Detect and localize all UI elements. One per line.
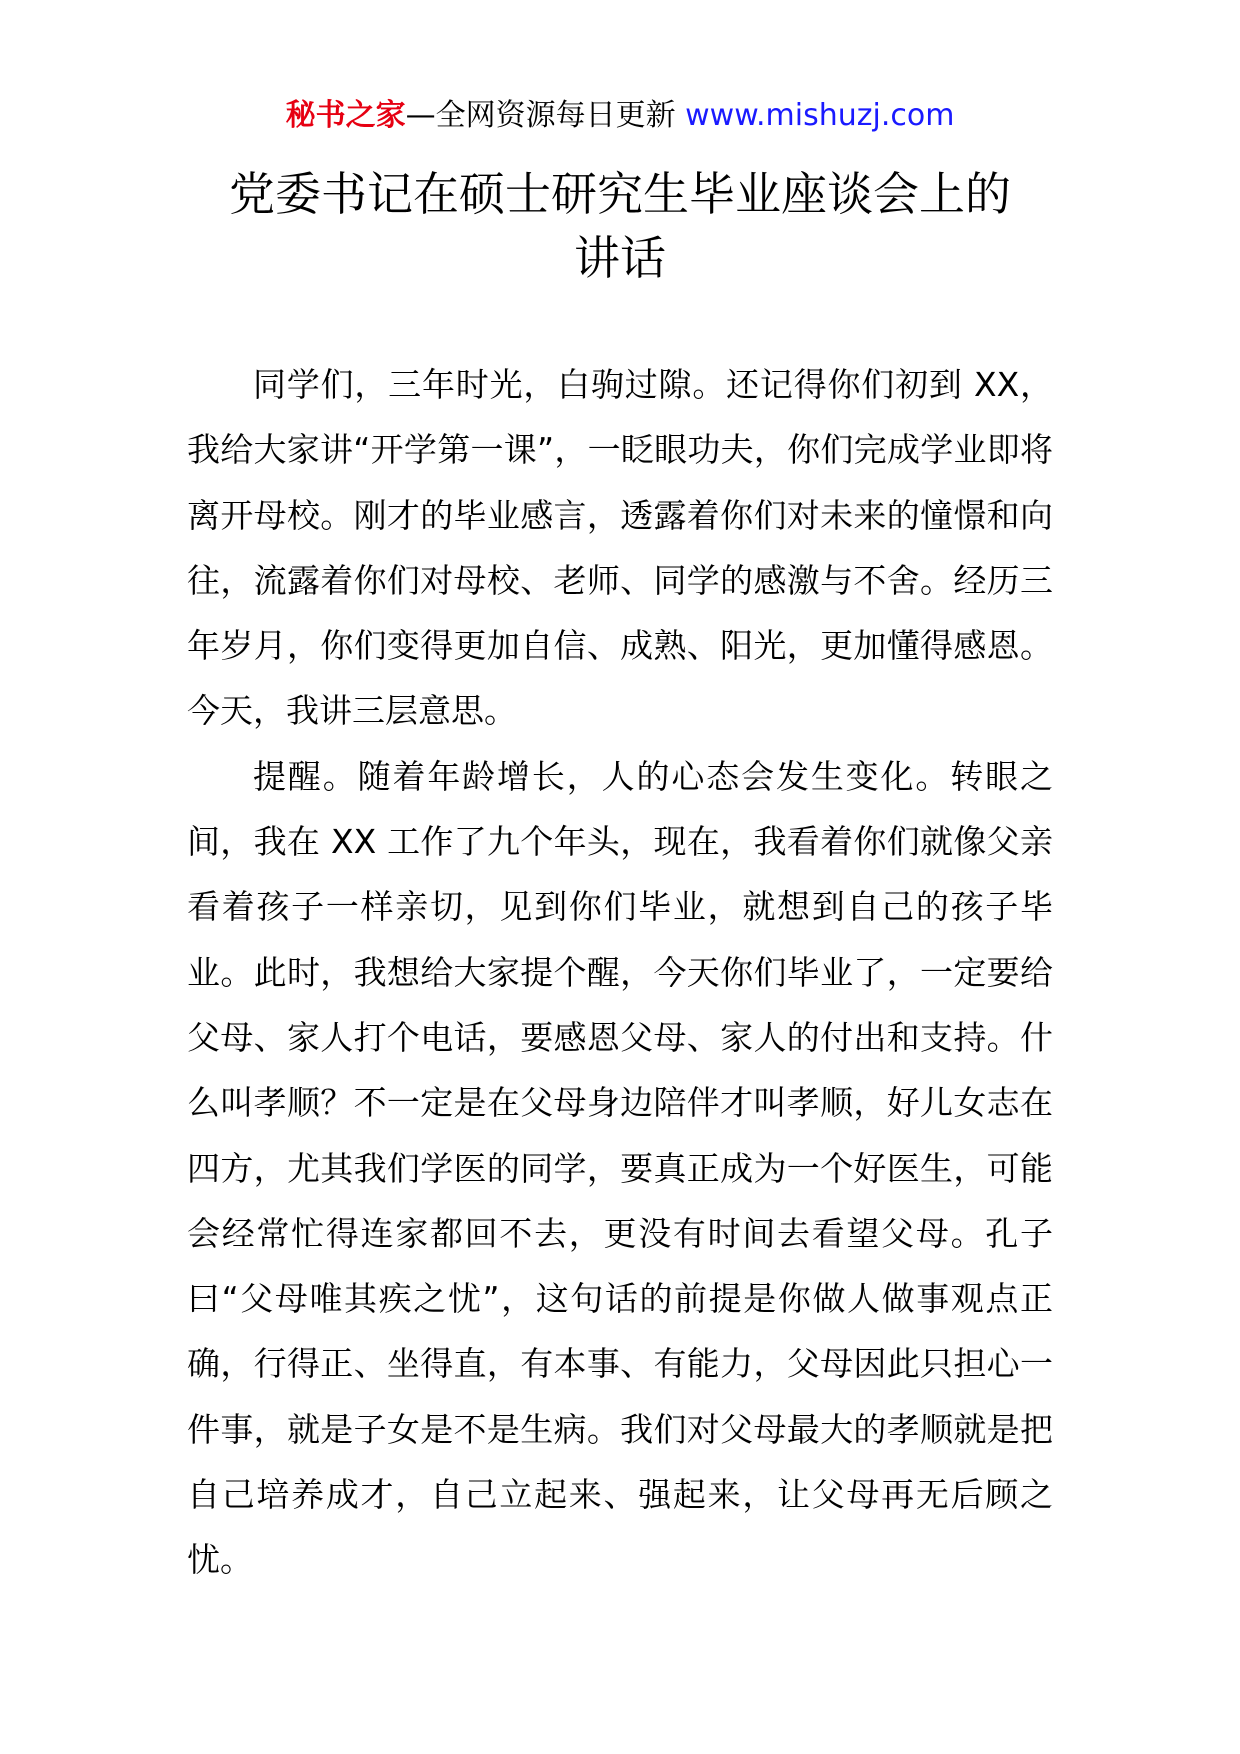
paragraph-2: 提醒。随着年龄增长，人的心态会发生变化。转眼之间，我在 XX 工作了九个年头，现在，我看着你们就像父亲看着孩子一样亲切，见到你们毕业，就想到自己的孩子毕业。此时，我想给大家提个醒，今天你们毕业了，一定要给父母、家人打个电话，要感恩父母、家人的付出和支持。什么叫孝顺？不一定是在父母身边陪伴才叫孝顺，好儿女志在四方，尤其我们学医的同学，要真正成为一个好医生，可能会经常忙得连家都回不去，更没有时间去看望父母。孔子曰“父母唯其疾之忧”，这句话的前提是你做人做事观点正确，行得正、坐得直，有本事、有能力，父母因此只担心一件事，就是子女是不是生病。我们对父母最大的孝顺就是把自己培养成才，自己立起来、强起来，让父母再无后顾之忧。 xyxy=(187,756,1053,1580)
site-name: 秘书之家 xyxy=(285,98,406,133)
document-body xyxy=(187,352,1053,1593)
paragraph-1: 同学们，三年时光，白驹过隙。还记得你们初到 XX，我给大家讲“开学第一课”，一眨眼功夫，你们完成学业即将离开母校。刚才的毕业感言，透露着你们对未来的憧憬和向往，流露着你们对母校、老师、同学的感激与不舍。经历三年岁月，你们变得更加自信、成熟、阳光，更加懂得感恩。今天，我讲三层意思。 xyxy=(187,365,1053,731)
site-slogan: —全网资源每日更新 xyxy=(405,98,686,133)
title-line-2: 讲话 xyxy=(574,231,666,285)
site-url-link[interactable]: www.mishuzj.com xyxy=(685,98,955,133)
document-title xyxy=(120,162,1120,290)
site-header xyxy=(0,96,1240,136)
title-line-1: 党委书记在硕士研究生毕业座谈会上的 xyxy=(229,167,1011,221)
